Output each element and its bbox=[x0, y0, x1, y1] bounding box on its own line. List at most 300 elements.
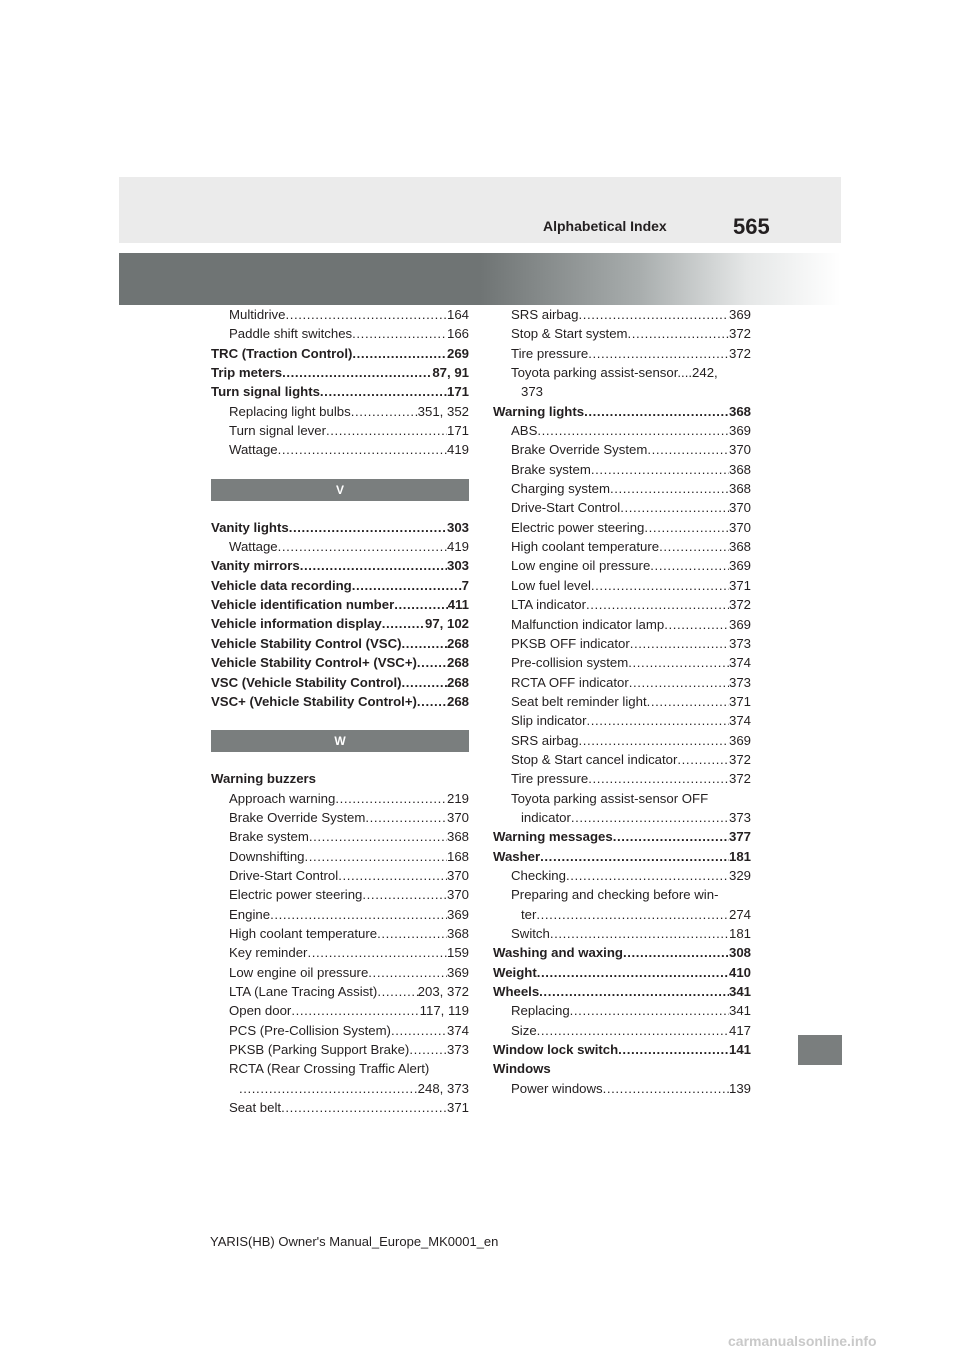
decorative-gradient-band bbox=[119, 253, 841, 305]
dot-leader bbox=[365, 808, 447, 827]
index-entry-page[interactable]: 372 bbox=[728, 345, 751, 361]
index-entry[interactable] bbox=[493, 324, 751, 343]
index-entry-term: Low engine oil pressure bbox=[229, 964, 369, 980]
index-entry-term: Replacing light bulbs bbox=[229, 403, 351, 419]
index-entry bbox=[493, 789, 751, 808]
dot-leader bbox=[540, 847, 729, 866]
index-entry-term: Wheels bbox=[493, 984, 540, 1000]
dot-leader bbox=[300, 556, 447, 575]
index-entry bbox=[493, 1059, 751, 1078]
index-entry-term: Drive-Start Control bbox=[511, 500, 621, 516]
index-entry[interactable] bbox=[493, 924, 751, 943]
index-entry[interactable] bbox=[493, 305, 751, 324]
dot-leader bbox=[362, 885, 447, 904]
index-entry[interactable] bbox=[211, 305, 469, 324]
index-entry-page[interactable]: 168 bbox=[446, 848, 469, 864]
index-entry-term: Vehicle Stability Control+ (VSC+) bbox=[211, 655, 417, 671]
dot-leader bbox=[305, 847, 447, 866]
index-entry[interactable] bbox=[493, 556, 751, 575]
dot-leader bbox=[588, 344, 729, 363]
index-entry-term: LTA (Lane Tracing Assist) bbox=[229, 983, 378, 999]
index-entry-page[interactable]: 268 bbox=[446, 693, 469, 709]
dot-leader bbox=[278, 440, 447, 459]
index-entry[interactable] bbox=[493, 498, 751, 517]
index-entry-term: High coolant temperature bbox=[229, 925, 378, 941]
index-entry[interactable] bbox=[493, 1079, 751, 1098]
index-entry-term: Electric power steering bbox=[511, 519, 645, 535]
index-entry[interactable] bbox=[211, 344, 469, 363]
index-entry-page[interactable]: 369 bbox=[728, 307, 751, 322]
index-entry-page[interactable]: 411 bbox=[447, 597, 469, 613]
index-entry-term: Vehicle data recording bbox=[211, 577, 352, 593]
index-entry-page[interactable]: 372 bbox=[728, 751, 751, 767]
dot-leader bbox=[578, 731, 729, 750]
index-entry-term: SRS airbag bbox=[511, 307, 579, 322]
index-entry-page[interactable]: 117, 119 bbox=[419, 1003, 469, 1019]
dot-leader bbox=[307, 943, 447, 962]
dot-leader bbox=[402, 634, 447, 653]
index-entry-page[interactable]: 274 bbox=[728, 906, 751, 922]
index-entry[interactable] bbox=[211, 653, 469, 672]
index-entry-term: Seat belt reminder light bbox=[511, 693, 647, 709]
index-entry-term: Low engine oil pressure bbox=[511, 558, 651, 574]
index-entry-term: Turn signal lever bbox=[229, 423, 326, 439]
index-entry-term: Washer bbox=[493, 848, 541, 864]
dot-leader bbox=[613, 827, 729, 846]
index-entry-page[interactable]: 373 bbox=[728, 809, 751, 825]
index-entry-term: Slip indicator bbox=[511, 713, 587, 729]
index-entry-page[interactable]: 374 bbox=[728, 713, 751, 729]
index-entry[interactable] bbox=[493, 769, 751, 788]
index-entry-term: Low fuel level bbox=[511, 577, 591, 593]
dot-leader bbox=[629, 673, 729, 692]
index-entry[interactable] bbox=[493, 537, 751, 556]
dot-leader bbox=[377, 982, 417, 1001]
index-entry-page[interactable]: 370 bbox=[728, 500, 751, 516]
index-entry[interactable] bbox=[211, 421, 469, 440]
index-entry-term: Size bbox=[511, 1022, 537, 1038]
index-entry-term: Seat belt bbox=[229, 1100, 282, 1116]
index-entry[interactable] bbox=[493, 440, 751, 459]
index-entry[interactable] bbox=[493, 402, 751, 421]
index-entry[interactable] bbox=[493, 634, 751, 653]
index-entry[interactable] bbox=[493, 963, 751, 982]
index-entry-page[interactable]: 219 bbox=[446, 790, 469, 806]
index-entry-page[interactable]: 97, 102 bbox=[425, 616, 469, 632]
index-entry-page[interactable]: 368 bbox=[728, 461, 751, 477]
index-entry-page[interactable]: 87, 91 bbox=[432, 365, 469, 381]
dot-leader bbox=[417, 653, 447, 672]
dot-leader bbox=[289, 518, 447, 537]
index-entry-page[interactable]: 341 bbox=[728, 1003, 751, 1019]
index-entry bbox=[493, 382, 751, 401]
index-entry[interactable] bbox=[493, 943, 751, 962]
dot-leader bbox=[394, 595, 448, 614]
index-entry-page[interactable]: 377 bbox=[728, 829, 751, 845]
index-entry[interactable] bbox=[493, 595, 751, 614]
index-entry bbox=[493, 885, 751, 904]
dot-leader bbox=[647, 440, 729, 459]
dot-leader bbox=[628, 324, 729, 343]
index-entry[interactable] bbox=[211, 634, 469, 653]
index-entry-page[interactable]: 410 bbox=[728, 964, 751, 980]
index-entry-term: Toyota parking assist-sensor OFF bbox=[511, 790, 709, 806]
dot-leader bbox=[309, 827, 447, 846]
index-column-right bbox=[493, 305, 751, 1098]
watermark: carmanualsonline.info bbox=[728, 1333, 877, 1349]
index-entry-page[interactable]: 341 bbox=[728, 984, 751, 1000]
index-entry-page[interactable]: 303 bbox=[446, 519, 469, 535]
index-entry-term: Tire pressure bbox=[511, 345, 589, 361]
index-entry[interactable] bbox=[211, 789, 469, 808]
index-entry-page[interactable]: 368 bbox=[728, 539, 751, 555]
index-entry-term: SRS airbag bbox=[511, 732, 579, 748]
index-entry-page[interactable]: 7 bbox=[461, 577, 469, 593]
index-entry-term: LTA indicator bbox=[511, 597, 587, 613]
dot-leader bbox=[628, 653, 729, 672]
index-entry[interactable] bbox=[211, 1098, 469, 1117]
index-entry-page[interactable]: 203, 372 bbox=[417, 983, 469, 999]
index-entry-page[interactable]: 373 bbox=[446, 1042, 469, 1057]
index-entry[interactable] bbox=[493, 731, 751, 750]
page-number: 565 bbox=[733, 214, 770, 239]
dot-leader bbox=[603, 1079, 729, 1098]
index-entry-page[interactable]: 370 bbox=[446, 887, 469, 903]
index-entry-term: Windows bbox=[493, 1061, 551, 1077]
index-entry[interactable] bbox=[493, 905, 751, 924]
dot-leader bbox=[664, 615, 729, 634]
dot-leader bbox=[352, 324, 447, 343]
dot-leader bbox=[571, 808, 729, 827]
index-entry-term: Trip meters bbox=[211, 365, 283, 381]
dot-leader bbox=[368, 963, 447, 982]
dot-leader bbox=[584, 402, 729, 421]
index-entry-page[interactable]: 368 bbox=[446, 829, 469, 845]
index-entry[interactable] bbox=[211, 402, 469, 421]
dot-leader bbox=[402, 673, 447, 692]
index-entry-page[interactable]: 370 bbox=[446, 809, 469, 825]
index-entry[interactable] bbox=[211, 382, 469, 401]
index-entry-term: Weight bbox=[493, 964, 537, 980]
index-entry-term: PCS (Pre-Collision System) bbox=[229, 1022, 391, 1038]
index-entry-page[interactable]: 372 bbox=[728, 771, 751, 787]
index-entry[interactable] bbox=[211, 576, 469, 595]
dot-leader bbox=[537, 963, 729, 982]
index-entry[interactable] bbox=[211, 1079, 469, 1098]
index-entry-term: Engine bbox=[229, 906, 271, 922]
index-entry-term: Pre-collision system bbox=[511, 655, 629, 671]
index-entry-term: Key reminder bbox=[229, 945, 308, 961]
dot-leader bbox=[591, 460, 729, 479]
index-entry-term: Switch bbox=[511, 926, 550, 941]
index-entry-term: Malfunction indicator lamp bbox=[511, 616, 665, 632]
index-entry-page[interactable]: 368 bbox=[446, 925, 469, 941]
index-entry-term: Drive-Start Control bbox=[229, 867, 339, 883]
index-entry-term: 373 bbox=[521, 384, 544, 400]
index-entry[interactable] bbox=[493, 1021, 751, 1040]
index-entry[interactable] bbox=[493, 711, 751, 730]
index-entry-page[interactable]: 370 bbox=[728, 519, 751, 535]
index-entry[interactable] bbox=[493, 479, 751, 498]
dot-leader bbox=[320, 382, 447, 401]
index-entry[interactable] bbox=[211, 324, 469, 343]
dot-leader bbox=[618, 1040, 729, 1059]
index-entry[interactable] bbox=[493, 421, 751, 440]
dot-leader bbox=[377, 924, 447, 943]
index-entry-page[interactable]: 369 bbox=[728, 616, 751, 632]
index-entry-page[interactable]: 268 bbox=[446, 655, 469, 671]
index-entry-term: Multidrive bbox=[229, 307, 286, 322]
index-entry-term: Power windows bbox=[511, 1080, 603, 1096]
index-entry[interactable] bbox=[211, 827, 469, 846]
index-entry[interactable] bbox=[211, 692, 469, 711]
dot-leader bbox=[391, 1021, 447, 1040]
dot-leader bbox=[351, 402, 418, 421]
index-entry-term: PKSB OFF indicator bbox=[511, 635, 630, 651]
index-entry[interactable] bbox=[211, 924, 469, 943]
index-entry-page[interactable]: 164 bbox=[446, 307, 469, 322]
index-entry[interactable] bbox=[211, 673, 469, 692]
index-entry[interactable] bbox=[211, 595, 469, 614]
index-entry-term: VSC (Vehicle Stability Control) bbox=[211, 674, 402, 690]
index-entry-page[interactable]: 329 bbox=[728, 867, 751, 883]
index-entry[interactable] bbox=[211, 982, 469, 1001]
index-entry[interactable] bbox=[211, 963, 469, 982]
index-entry-term: Brake system bbox=[229, 829, 309, 845]
index-entry-page[interactable]: 248, 373 bbox=[417, 1080, 469, 1096]
index-entry-page[interactable]: 368 bbox=[728, 403, 751, 419]
dot-leader bbox=[586, 595, 729, 614]
index-entry-term: Vanity mirrors bbox=[211, 558, 300, 574]
index-entry[interactable] bbox=[493, 750, 751, 769]
header-title: Alphabetical Index bbox=[543, 218, 667, 234]
index-entry[interactable] bbox=[493, 808, 751, 827]
index-entry-page[interactable]: 369 bbox=[728, 423, 751, 439]
dot-leader bbox=[417, 692, 447, 711]
index-entry[interactable] bbox=[211, 556, 469, 575]
index-entry-page[interactable]: 419 bbox=[446, 539, 469, 555]
index-entry-term: Washing and waxing bbox=[493, 945, 623, 961]
index-entry-page[interactable]: 373 bbox=[728, 635, 751, 651]
dot-leader bbox=[335, 789, 447, 808]
index-entry[interactable] bbox=[493, 692, 751, 711]
index-entry-term: VSC+ (Vehicle Stability Control+) bbox=[211, 693, 417, 709]
index-entry-term: High coolant temperature bbox=[511, 539, 660, 555]
index-entry-term: Warning messages bbox=[493, 829, 613, 845]
index-entry-page[interactable]: 374 bbox=[446, 1022, 469, 1038]
dot-leader bbox=[536, 905, 729, 924]
index-entry[interactable] bbox=[211, 866, 469, 885]
index-entry-term: RCTA (Rear Crossing Traffic Alert) bbox=[229, 1061, 430, 1077]
index-entry-term: Wattage bbox=[229, 442, 278, 458]
index-entry-term: ter bbox=[521, 906, 537, 922]
dot-leader bbox=[550, 924, 729, 943]
index-entry-page[interactable]: 372 bbox=[728, 326, 751, 342]
index-entry-page[interactable]: 370 bbox=[446, 867, 469, 883]
index-entry[interactable] bbox=[493, 673, 751, 692]
index-entry-page[interactable]: 373 bbox=[728, 674, 751, 690]
index-entry bbox=[211, 1059, 469, 1078]
dot-leader bbox=[647, 692, 729, 711]
index-entry[interactable] bbox=[211, 808, 469, 827]
index-entry-page[interactable]: 303 bbox=[446, 558, 469, 574]
index-entry[interactable] bbox=[211, 885, 469, 904]
dot-leader bbox=[578, 305, 729, 324]
index-entry-page[interactable]: 371 bbox=[728, 577, 751, 593]
index-entry-page[interactable]: 369 bbox=[728, 558, 751, 574]
index-entry[interactable] bbox=[211, 1021, 469, 1040]
index-entry-term: Paddle shift switches bbox=[229, 326, 353, 342]
index-entry-page[interactable]: 374 bbox=[728, 655, 751, 671]
index-entry-page[interactable]: 139 bbox=[728, 1080, 751, 1096]
dot-leader bbox=[620, 498, 729, 517]
index-entry-page[interactable]: 371 bbox=[728, 693, 751, 709]
index-entry[interactable] bbox=[493, 1040, 751, 1059]
index-entry bbox=[211, 769, 469, 788]
dot-leader bbox=[352, 576, 462, 595]
index-entry[interactable] bbox=[211, 905, 469, 924]
index-entry[interactable] bbox=[211, 440, 469, 459]
index-entry[interactable] bbox=[493, 866, 751, 885]
dot-leader bbox=[623, 943, 729, 962]
dot-leader bbox=[659, 537, 729, 556]
dot-leader bbox=[278, 537, 447, 556]
index-entry-page[interactable]: 181 bbox=[728, 848, 751, 864]
dot-leader bbox=[537, 421, 729, 440]
dot-leader bbox=[587, 711, 729, 730]
index-entry-page[interactable]: 417 bbox=[728, 1022, 751, 1038]
dot-leader bbox=[630, 634, 729, 653]
index-entry-page[interactable]: 369 bbox=[728, 732, 751, 748]
dot-leader bbox=[570, 1001, 729, 1020]
index-entry-page[interactable]: 171 bbox=[446, 384, 469, 400]
dot-leader bbox=[539, 982, 729, 1001]
index-entry[interactable] bbox=[211, 847, 469, 866]
index-entry-page[interactable]: 171 bbox=[446, 423, 469, 439]
dot-leader bbox=[239, 1079, 418, 1098]
footer-manual-id: YARIS(HB) Owner's Manual_Europe_MK0001_en bbox=[210, 1234, 499, 1249]
dot-leader bbox=[270, 905, 447, 924]
dot-leader bbox=[650, 556, 729, 575]
index-entry-term: Stop & Start system bbox=[511, 326, 628, 342]
index-entry-page[interactable]: 370 bbox=[728, 442, 751, 458]
index-entry-term: TRC (Traction Control) bbox=[211, 345, 353, 361]
index-entry-term: Replacing bbox=[511, 1003, 570, 1019]
dot-leader bbox=[291, 1001, 419, 1020]
index-entry-term: Warning lights bbox=[493, 403, 585, 419]
dot-leader bbox=[382, 614, 425, 633]
index-entry-term: RCTA OFF indicator bbox=[511, 674, 629, 690]
dot-leader bbox=[281, 1098, 447, 1117]
index-entry bbox=[493, 363, 751, 382]
index-entry-page[interactable]: 351, 352 bbox=[417, 403, 469, 419]
index-entry-term: Approach warning bbox=[229, 790, 336, 806]
dot-leader bbox=[537, 1021, 729, 1040]
index-entry-page[interactable]: 268 bbox=[446, 635, 469, 651]
index-entry-term: Brake system bbox=[511, 461, 591, 477]
section-header: V bbox=[211, 479, 469, 501]
dot-leader bbox=[591, 576, 729, 595]
index-entry-page[interactable]: 308 bbox=[728, 945, 751, 961]
dot-leader bbox=[326, 421, 447, 440]
dot-leader bbox=[566, 866, 729, 885]
index-entry[interactable] bbox=[493, 576, 751, 595]
dot-leader bbox=[610, 479, 729, 498]
index-entry[interactable] bbox=[211, 943, 469, 962]
index-entry-term: Tire pressure bbox=[511, 771, 589, 787]
index-entry[interactable] bbox=[493, 615, 751, 634]
index-entry[interactable] bbox=[211, 1001, 469, 1020]
index-entry-page[interactable]: 369 bbox=[446, 906, 469, 922]
index-entry-page[interactable]: 419 bbox=[446, 442, 469, 458]
index-entry-term: Toyota parking assist-sensor....242, bbox=[511, 365, 718, 381]
index-column-left bbox=[211, 305, 469, 1117]
index-entry-term: ABS bbox=[511, 423, 538, 439]
index-entry-term: Electric power steering bbox=[229, 887, 363, 903]
index-entry-page[interactable]: 159 bbox=[446, 945, 469, 961]
index-entry-term: Charging system bbox=[511, 481, 610, 497]
index-entry-page[interactable]: 166 bbox=[446, 326, 469, 342]
index-entry-page[interactable]: 371 bbox=[446, 1100, 469, 1116]
dot-leader bbox=[282, 363, 432, 382]
index-entry-page[interactable]: 368 bbox=[728, 481, 751, 497]
index-entry-page[interactable]: 268 bbox=[446, 674, 469, 690]
index-entry-page[interactable]: 181 bbox=[728, 926, 751, 941]
index-entry[interactable] bbox=[211, 614, 469, 633]
dot-leader bbox=[409, 1040, 447, 1059]
index-entry-term: Open door bbox=[229, 1003, 292, 1019]
index-entry[interactable] bbox=[211, 518, 469, 537]
index-entry[interactable] bbox=[493, 460, 751, 479]
section-header: W bbox=[211, 730, 469, 752]
index-entry[interactable] bbox=[493, 827, 751, 846]
index-entry-term: PKSB (Parking Support Brake) bbox=[229, 1042, 410, 1057]
index-entry[interactable] bbox=[211, 1040, 469, 1059]
index-entry-term: Brake Override System bbox=[511, 442, 648, 458]
index-entry-term: Preparing and checking before win- bbox=[511, 887, 719, 903]
index-entry[interactable] bbox=[493, 518, 751, 537]
index-entry-page[interactable]: 369 bbox=[446, 964, 469, 980]
dot-leader bbox=[352, 344, 447, 363]
index-entry[interactable] bbox=[493, 1001, 751, 1020]
index-entry-term: Vehicle information display bbox=[211, 616, 382, 632]
index-entry-page[interactable]: 269 bbox=[446, 345, 469, 361]
index-entry-term: Wattage bbox=[229, 539, 278, 555]
dot-leader bbox=[644, 518, 729, 537]
index-entry-term: Vehicle Stability Control (VSC) bbox=[211, 635, 402, 651]
index-entry-page[interactable]: 141 bbox=[728, 1042, 751, 1058]
index-entry-term: Turn signal lights bbox=[211, 384, 320, 400]
index-entry-term: Brake Override System bbox=[229, 809, 366, 825]
dot-leader bbox=[338, 866, 447, 885]
index-entry[interactable] bbox=[493, 982, 751, 1001]
index-entry-term: Vanity lights bbox=[211, 519, 289, 535]
index-entry-term: Warning buzzers bbox=[211, 771, 317, 787]
index-entry[interactable] bbox=[493, 847, 751, 866]
index-entry-term: indicator bbox=[521, 809, 571, 825]
index-entry[interactable] bbox=[211, 537, 469, 556]
index-entry-term: Vehicle identification number bbox=[211, 597, 395, 613]
dot-leader bbox=[588, 769, 729, 788]
index-entry-term: Window lock switch bbox=[493, 1042, 619, 1058]
index-entry[interactable] bbox=[493, 344, 751, 363]
dot-leader bbox=[285, 305, 447, 324]
index-entry[interactable] bbox=[493, 653, 751, 672]
index-entry-term: Stop & Start cancel indicator bbox=[511, 751, 678, 767]
index-entry[interactable] bbox=[211, 363, 469, 382]
index-entry-page[interactable]: 372 bbox=[728, 597, 751, 613]
dot-leader bbox=[677, 750, 729, 769]
